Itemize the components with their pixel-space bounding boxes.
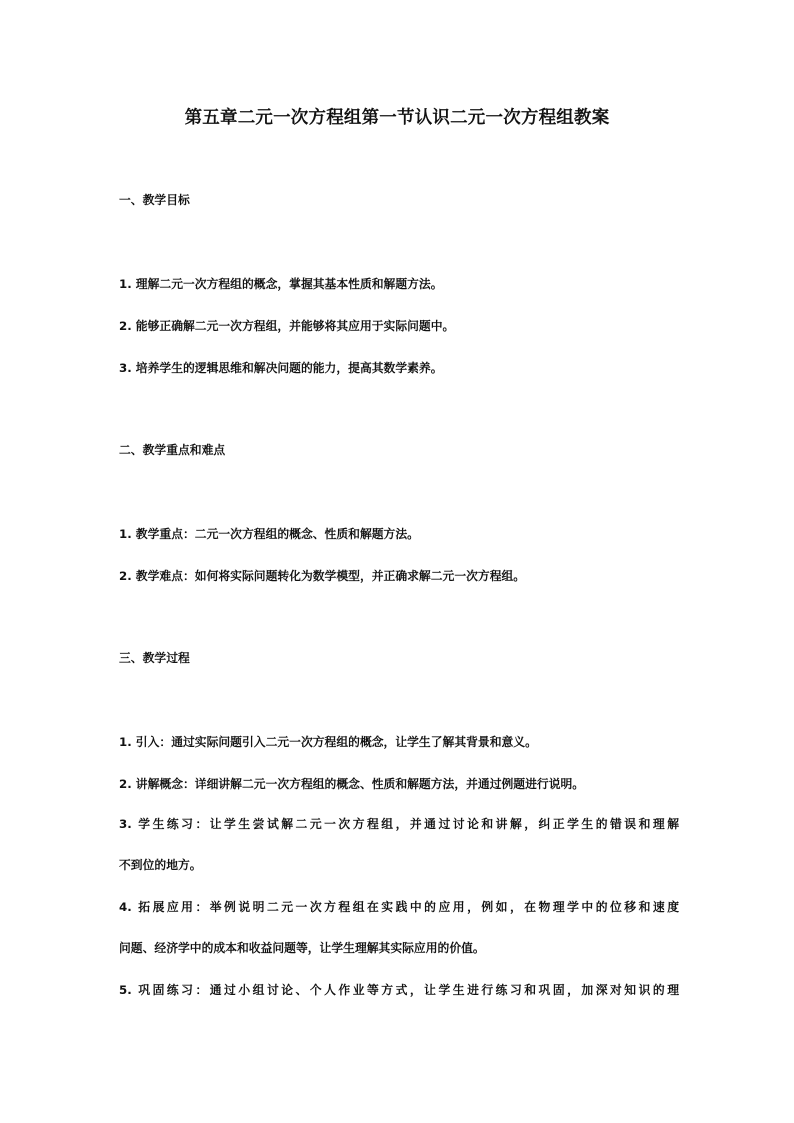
objective-item-2: 2. 能够正确解二元一次方程组，并能够将其应用于实际问题中。 — [119, 319, 455, 333]
objective-item-1: 1. 理解二元一次方程组的概念，掌握其基本性质和解题方法。 — [119, 277, 443, 291]
document-title: 第五章二元一次方程组第一节认识二元一次方程组教案 — [184, 108, 610, 128]
objective-item-3: 3. 培养学生的逻辑思维和解决问题的能力，提高其数学素养。 — [119, 361, 443, 375]
section-heading-key-points: 二、教学重点和难点 — [119, 443, 226, 457]
process-item-3-continued: 不到位的地方。 — [119, 858, 202, 872]
process-item-1: 1. 引入：通过实际问题引入二元一次方程组的概念，让学生了解其背景和意义。 — [119, 735, 537, 749]
key-point-item-2: 2. 教学难点：如何将实际问题转化为数学模型，并正确求解二元一次方程组。 — [119, 569, 526, 583]
section-heading-objectives: 一、教学目标 — [119, 193, 190, 207]
key-point-item-1: 1. 教学重点：二元一次方程组的概念、性质和解题方法。 — [119, 527, 419, 541]
process-item-4: 4. 拓展应用：举例说明二元一次方程组在实践中的应用，例如，在物理学中的位移和速度 — [119, 900, 679, 914]
process-item-4-continued: 问题、经济学中的成本和收益问题等，让学生理解其实际应用的价值。 — [119, 941, 485, 955]
process-item-2: 2. 讲解概念：详细讲解二元一次方程组的概念、性质和解题方法，并通过例题进行说明。 — [119, 777, 585, 791]
section-heading-process: 三、教学过程 — [119, 651, 190, 665]
process-item-5: 5. 巩固练习：通过小组讨论、个人作业等方式，让学生进行练习和巩固，加深对知识的理 — [119, 983, 679, 997]
process-item-3: 3. 学生练习：让学生尝试解二元一次方程组，并通过讨论和讲解，纠正学生的错误和理解 — [119, 817, 679, 831]
